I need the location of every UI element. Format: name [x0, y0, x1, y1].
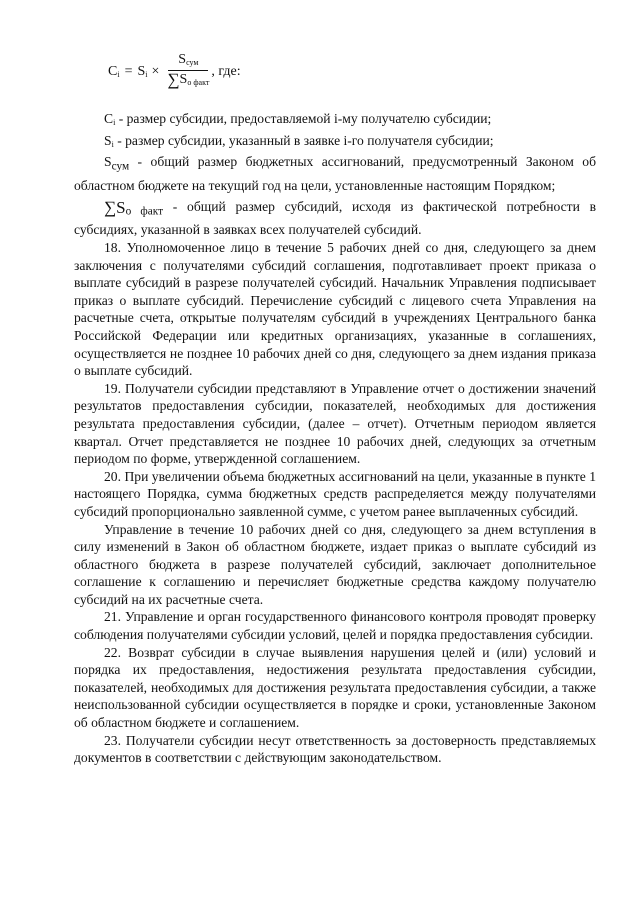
formula-equals: =	[124, 64, 133, 79]
formula-denominator: $\sum S_{о факт}$	[167, 70, 210, 89]
paragraph-20-continued: Управление в течение 10 рабочих дней со дня, следующего за днем вступления в силу изменений в Закон об областном бюджете, издает приказ о выплате субсидий из областного бюджета в разрезе получателей субсидий, заключает дополнительное соглашение к соглашению и перечисляет бюджетные средства каждому получателю субсидий на их расчетные счета.	[74, 521, 596, 607]
formula-s: $S_i$	[137, 64, 148, 79]
definition-si: $S_i$ - размер субсидии, указанный в заявке i-го получателя субсидии;	[104, 132, 494, 149]
formula-fraction	[167, 52, 209, 92]
paragraph-19: 19. Получатели субсидии представляют в Управление отчет о достижении значений результатов предоставления субсидии, показателей, необходимых для достижения результата предоставления субсидии, (далее – отчет). Отчетным периодом является квартал. Отчет представляется не позднее 10 рабочих дней, следующих за отчетным периодом по форме, утвержденной соглашением.	[74, 380, 596, 467]
definition-ssum: $S_{сум}$ - общий размер бюджетных ассигнований, предусмотренный Законом об областном бюджете на текущий год на цели, установленные настоящим Порядком;	[74, 154, 596, 193]
subsidy-formula	[108, 50, 241, 94]
sum-symbol: ∑	[167, 70, 180, 89]
definition-ci: $C_i$ - размер субсидии, предоставляемой i-му получателю субсидии;	[104, 111, 492, 127]
formula-lhs: $C_i$	[108, 64, 120, 79]
paragraph-21: 21. Управление и орган государственного финансового контроля проводят проверку соблюдения получателями субсидии условий, целей и порядка предоставления субсидии.	[74, 609, 596, 643]
formula-times: ×	[151, 64, 160, 79]
formula-numerator: $S_{сум}$	[168, 52, 208, 71]
formula-tail: , где:	[211, 64, 241, 79]
paragraph-23: 23. Получатели субсидии несут ответственность за достоверность представляемых документов в соответствии с действующим законодательством.	[74, 732, 596, 766]
paragraph-22: 22. Возврат субсидии в случае выявления нарушения целей и (или) условий и порядка их предоставления, недостижения результата предоставления субсидии, показателей, необходимых для достижения результата предоставления субсидии, а также неиспользованной субсидии осуществляется в порядке и сроки, установленные Законом об областном бюджете и соглашением.	[74, 644, 596, 731]
definition-sum-fact: $\sum S_{о факт}$ - общий размер субсидий, исходя из фактической потребности в субсидиях, указанной в заявках всех получателей субсидий.	[74, 198, 596, 238]
paragraph-20: 20. При увеличении объема бюджетных ассигнований на цели, указанные в пункте 1 настоящего Порядка, сумма бюджетных средств распределяется между получателями субсидий пропорционально заявленной сумме, с учетом ранее выплаченных субсидий.	[74, 468, 596, 519]
document-body	[74, 110, 596, 767]
paragraph-18: 18. Уполномоченное лицо в течение 5 рабочих дней со дня, следующего за днем заключения с получателями субсидий соглашения, подготавливает проект приказа о выплате субсидий в разрезе получателей субсидий. Начальник Управления подписывает приказ о выплате субсидий. Перечисление субсидий с лицевого счета Управления на расчетные счета, открытые получателям субсидий в учреждениях Центрального банка Российской Федерации или кредитных организациях, указанные в соглашениях, осуществляется не позднее 10 рабочих дней со дня, следующего за днем издания приказа о выплате субсидий.	[74, 240, 596, 379]
